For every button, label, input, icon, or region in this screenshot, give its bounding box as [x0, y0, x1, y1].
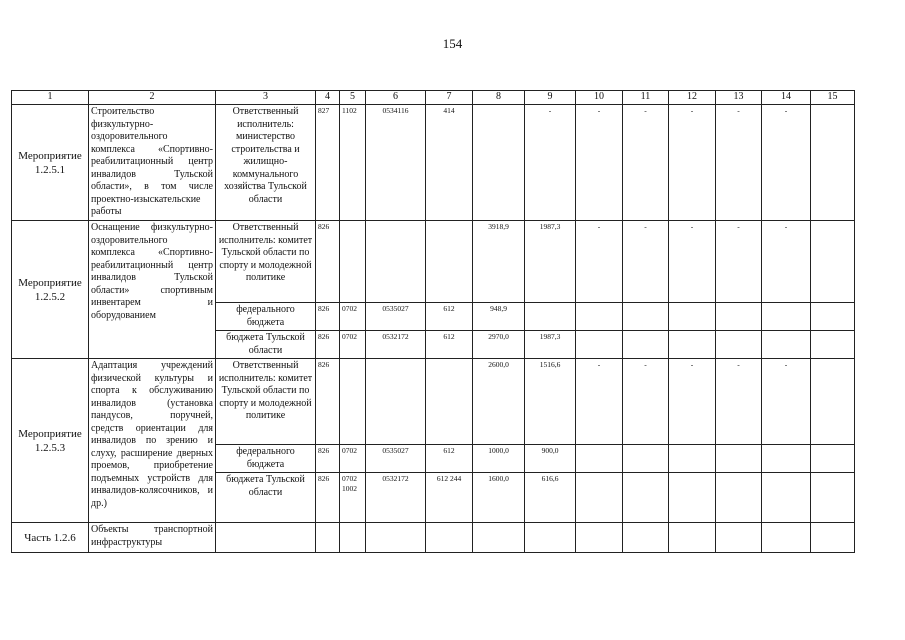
cell-rzpr: 0702 [340, 331, 366, 359]
header-cell: 14 [762, 91, 811, 105]
cell-col8: 3918,9 [473, 221, 525, 303]
cell-col15 [811, 221, 855, 303]
program-table [11, 90, 855, 553]
cell-col12: - [669, 105, 716, 221]
measure-description: Адаптация учреждений физической культуры и спорта к обслуживанию инвалидов (установка пандусов, поручней, средств ориентации для инвалидов по зрению и слуху, расширение дверных проемов, приобретение подъемных устройств для инвалидов-колясочников, и др.) [89, 359, 216, 523]
cell-col8 [473, 105, 525, 221]
cell-grbs: 826 [316, 221, 340, 303]
cell-rzpr: 1102 [340, 105, 366, 221]
header-cell: 8 [473, 91, 525, 105]
header-cell: 11 [623, 91, 669, 105]
cell-col8: 1600,0 [473, 473, 525, 523]
cell-col11: - [623, 359, 669, 445]
cell-col9 [525, 303, 576, 331]
cell-csr: 0532172 [366, 473, 426, 523]
cell-csr [366, 221, 426, 303]
cell-col9: 1516,6 [525, 359, 576, 445]
header-cell: 13 [716, 91, 762, 105]
cell-rzpr: 0702 [340, 303, 366, 331]
measure-description: Оснащение физкультурно-оздоровительного комплекса «Спортивно-реабилитационный центр инвалидов Тульской области» спортивным инвентарем и оборудованием [89, 221, 216, 359]
cell-col8: 2970,0 [473, 331, 525, 359]
budget-source: федерального бюджета [216, 303, 316, 331]
cell-grbs: 826 [316, 303, 340, 331]
header-cell: 7 [426, 91, 473, 105]
cell-col9: 900,0 [525, 445, 576, 473]
cell-col11: - [623, 221, 669, 303]
cell-col13: - [716, 221, 762, 303]
cell-rzpr: 0702 1002 [340, 473, 366, 523]
cell-col10: - [576, 359, 623, 445]
cell-col8: 948,9 [473, 303, 525, 331]
cell-vr: 612 [426, 331, 473, 359]
cell-col13: - [716, 359, 762, 445]
header-cell: 12 [669, 91, 716, 105]
measure-code: Мероприятие 1.2.5.2 [12, 221, 89, 359]
cell-col13: - [716, 105, 762, 221]
measure-code: Мероприятие 1.2.5.1 [12, 105, 89, 221]
cell-csr: 0534116 [366, 105, 426, 221]
cell-grbs: 826 [316, 473, 340, 523]
header-cell: 1 [12, 91, 89, 105]
cell-col14: - [762, 359, 811, 445]
header-cell: 9 [525, 91, 576, 105]
header-cell: 10 [576, 91, 623, 105]
part-code: Часть 1.2.6 [12, 523, 89, 553]
cell-grbs: 826 [316, 331, 340, 359]
executor-cell: Ответственный исполнитель: комитет Тульской области по спорту и молодежной политике [216, 359, 316, 445]
header-cell: 2 [89, 91, 216, 105]
part-description: Объекты транспортной инфраструктуры [89, 523, 216, 553]
cell-col11: - [623, 105, 669, 221]
cell-col9: 1987,3 [525, 331, 576, 359]
cell-col14: - [762, 221, 811, 303]
cell-csr: 0532172 [366, 331, 426, 359]
cell-grbs: 826 [316, 359, 340, 445]
cell-grbs: 826 [316, 445, 340, 473]
budget-source: бюджета Тульской области [216, 331, 316, 359]
table-row [12, 221, 855, 303]
executor-cell: Ответственный исполнитель: министерство строительства и жилищно-коммунального хозяйства Тульской области [216, 105, 316, 221]
cell-col8: 2600,0 [473, 359, 525, 445]
executor-cell: Ответственный исполнитель: комитет Тульской области по спорту и молодежной политике [216, 221, 316, 303]
cell-rzpr [340, 359, 366, 445]
budget-source: федерального бюджета [216, 445, 316, 473]
cell-rzpr: 0702 [340, 445, 366, 473]
cell-col15 [811, 359, 855, 445]
measure-description: Строительство физкультурно-оздоровительного комплекса «Спортивно-реабилитационный центр инвалидов Тульской области», в том числе проектно-изыскательские работы [89, 105, 216, 221]
table-row [12, 105, 855, 221]
header-cell: 5 [340, 91, 366, 105]
cell-col14: - [762, 105, 811, 221]
budget-source: бюджета Тульской области [216, 473, 316, 523]
cell-csr: 0535027 [366, 303, 426, 331]
cell-vr [426, 221, 473, 303]
cell-col12: - [669, 221, 716, 303]
cell-vr: 612 [426, 303, 473, 331]
cell-csr: 0535027 [366, 445, 426, 473]
table-row [12, 523, 855, 553]
header-cell: 4 [316, 91, 340, 105]
cell-col15 [811, 105, 855, 221]
cell-col12: - [669, 359, 716, 445]
cell-col9: 616,6 [525, 473, 576, 523]
header-cell: 15 [811, 91, 855, 105]
cell-rzpr [340, 221, 366, 303]
cell-vr [426, 359, 473, 445]
cell-grbs: 827 [316, 105, 340, 221]
header-cell: 3 [216, 91, 316, 105]
measure-code: Мероприятие 1.2.5.3 [12, 359, 89, 523]
cell-col9: - [525, 105, 576, 221]
cell-csr [366, 359, 426, 445]
page-number: 154 [442, 36, 463, 51]
cell-col10: - [576, 105, 623, 221]
header-cell: 6 [366, 91, 426, 105]
cell-vr: 612 244 [426, 473, 473, 523]
header-row [12, 91, 855, 105]
cell-col9: 1987,3 [525, 221, 576, 303]
table-row [12, 359, 855, 445]
cell-vr: 414 [426, 105, 473, 221]
cell-col8: 1000,0 [473, 445, 525, 473]
cell-col10: - [576, 221, 623, 303]
cell-vr: 612 [426, 445, 473, 473]
